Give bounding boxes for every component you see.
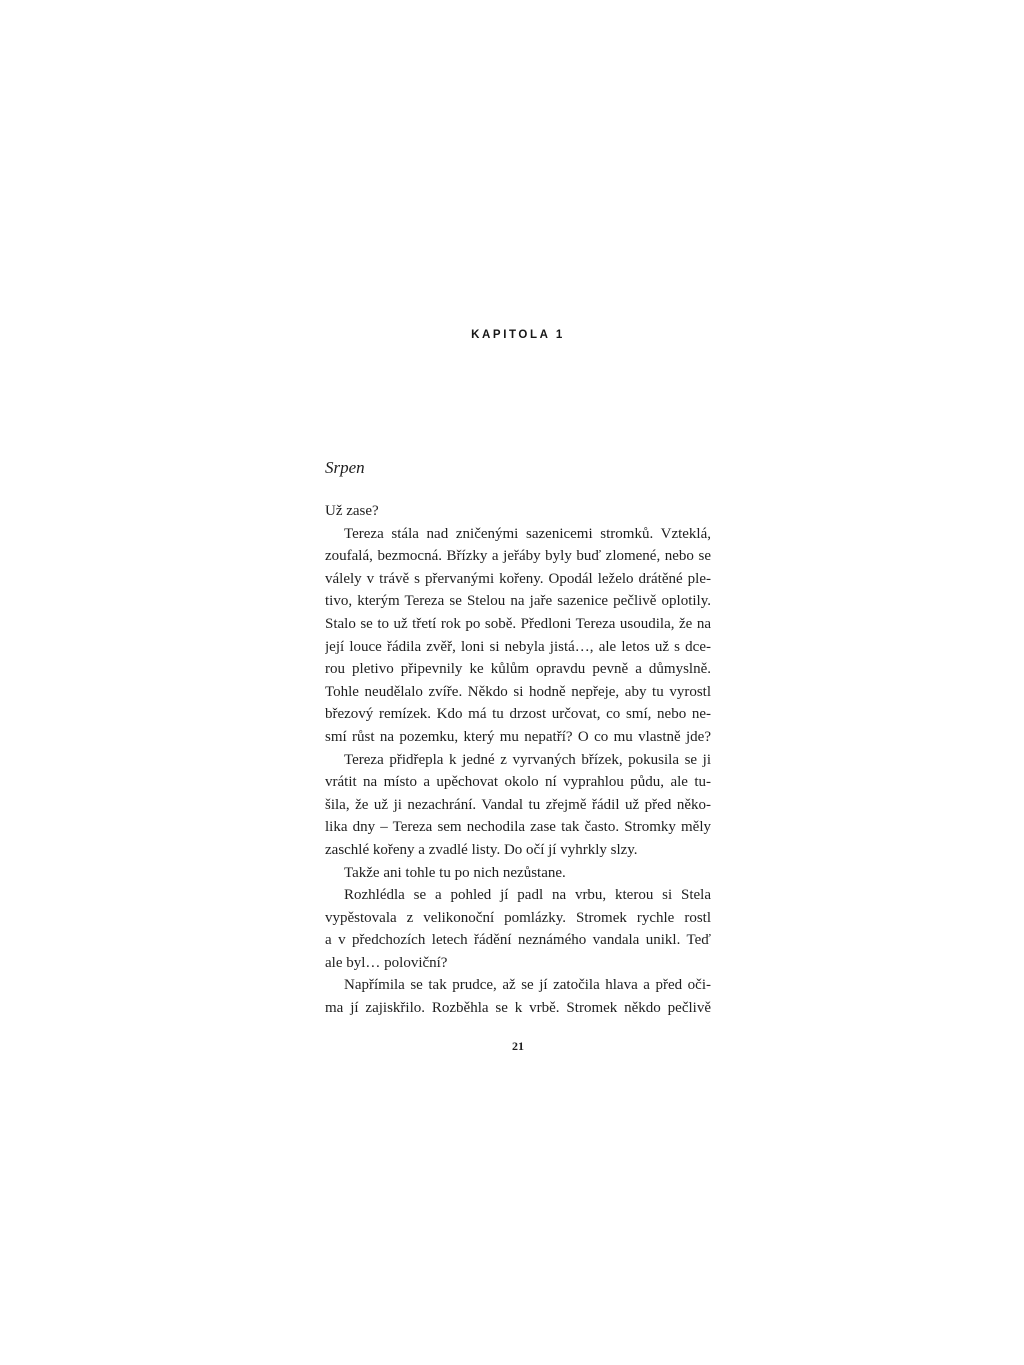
page-number: 21 — [512, 1039, 524, 1053]
text-line: zaschlé kořeny a zvadlé listy. Do očí jí vyhrkly slzy. — [325, 841, 638, 858]
text-line: smí růst na pozemku, který mu nepatří? O co mu vlastně jde? — [325, 728, 711, 745]
text-line: vypěstovala z velikonoční pomlázky. Stromek rychle rostl — [325, 909, 711, 926]
text-line: válely v trávě s přervanými kořeny. Opodál leželo drátěné ple- — [325, 570, 711, 587]
text-line: Takže ani tohle tu po nich nezůstane. — [344, 864, 566, 881]
text-line: rou pletivo připevnily ke kůlům opravdu pevně a důmyslně. — [325, 661, 711, 678]
text-line: zoufalá, bezmocná. Břízky a jeřáby byly buď zlomené, nebo se — [325, 548, 711, 565]
text-line: ma jí zajiskřilo. Rozběhla se k vrbě. Stromek někdo pečlivě — [325, 1000, 711, 1017]
text-line: její louce řádila zvěř, loni si nebyla jistá…, ale letos už s dce- — [325, 638, 711, 655]
chapter-heading: KAPITOLA 1 — [471, 329, 565, 341]
text-line: vrátit na místo a upěchovat okolo ní vyprahlou půdu, ale tu- — [325, 774, 711, 791]
text-line: šila, že už ji nezachrání. Vandal tu zřejmě řádil už před něko- — [325, 796, 711, 813]
text-line: Tereza stála nad zničenými sazenicemi stromků. Vzteklá, — [344, 525, 711, 542]
body-text — [325, 500, 711, 1020]
text-line: Tereza přidřepla k jedné z vyrvaných břízek, pokusila se ji — [344, 751, 711, 768]
text-line: Stalo se to už třetí rok po sobě. Předloni Tereza usoudila, že na — [325, 615, 711, 632]
text-line: Už zase? — [325, 503, 379, 519]
text-line: březový remízek. Kdo má tu drzost určovat, co smí, nebo ne- — [325, 706, 711, 723]
text-line: Rozhlédla se a pohled jí padl na vrbu, kterou si Stela — [344, 887, 711, 904]
text-line: a v předchozích letech řádění neznámého vandala unikl. Teď — [325, 932, 711, 949]
section-label: Srpen — [325, 458, 365, 477]
text-line: Napřímila se tak prudce, až se jí zatočila hlava a před oči- — [344, 977, 711, 994]
text-line: lika dny – Tereza sem nechodila zase tak často. Stromky měly — [325, 819, 711, 836]
text-line: ale byl… poloviční? — [325, 954, 448, 971]
text-line: tivo, kterým Tereza se Stelou na jaře sazenice pečlivě oplotily. — [325, 593, 711, 610]
text-line: Tohle neudělalo zvíře. Někdo si hodně nepřeje, aby tu vyrostl — [325, 683, 711, 700]
